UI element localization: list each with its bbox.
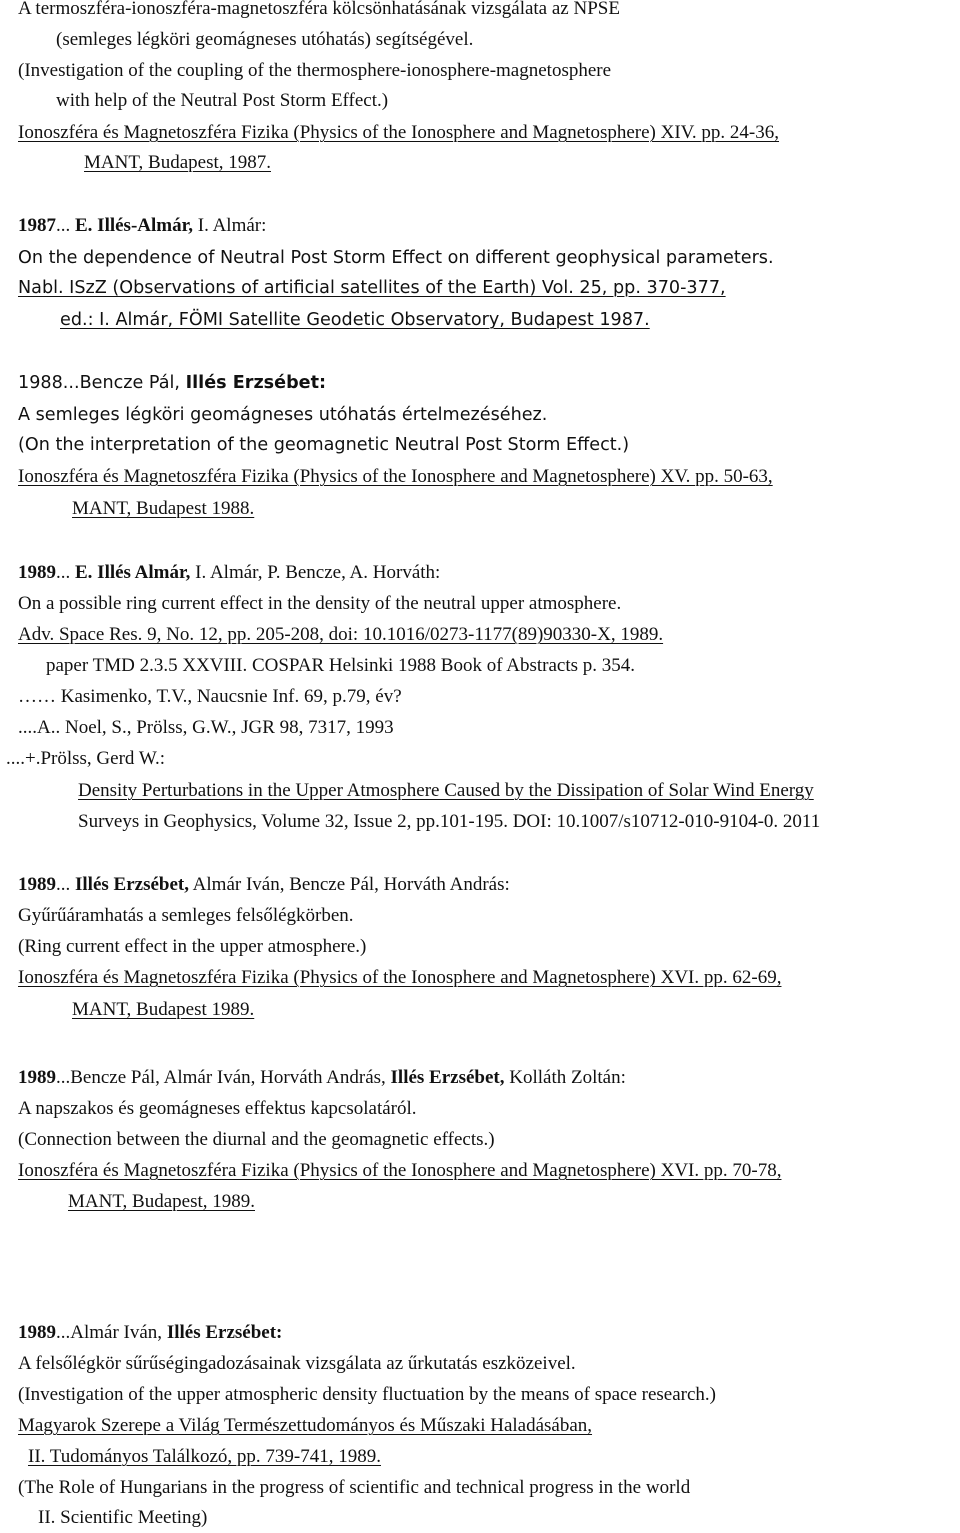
publication-year: 1987 xyxy=(18,215,56,236)
title-hungarian: Gyűrűáramhatás a semleges felsőlégkörben. xyxy=(18,905,354,926)
journal-reference: MANT, Budapest, 1989. xyxy=(68,1191,255,1212)
title-hungarian: A felsőlégkör sűrűségingadozásainak vizsgálata az űrkutatás eszközeivel. xyxy=(18,1353,576,1374)
journal-reference: Ionoszféra és Magnetoszféra Fizika (Physics of the Ionosphere and Magnetosphere) XIV. pp. 24-36, xyxy=(18,122,780,143)
journal-reference: Ionoszféra és Magnetoszféra Fizika (Physics of the Ionosphere and Magnetosphere) XV. pp. 50-63, xyxy=(18,466,773,487)
title-hungarian: A semleges légköri geomágneses utóhatás értelmezéséhez. xyxy=(18,405,548,425)
journal-reference: Ionoszféra és Magnetoszféra Fizika (Physics of the Ionosphere and Magnetosphere) XVI. pp. 70-78, xyxy=(18,1160,782,1181)
entry-header xyxy=(18,1066,626,1090)
publication-year: 1989 xyxy=(18,874,56,895)
bold-author: Illés Erzsébet: xyxy=(166,1322,283,1343)
entry-header xyxy=(18,873,510,897)
title-hungarian: A napszakos és geomágneses effektus kapcsolatáról. xyxy=(18,1098,417,1119)
publication-year: 1989 xyxy=(18,562,56,583)
citation-title: Density Perturbations in the Upper Atmosphere Caused by the Dissipation of Solar Wind Energy xyxy=(78,780,814,801)
bold-author: E. Illés-Almár, xyxy=(75,215,194,236)
proceedings-reference: II. Tudományos Találkozó, pp. 739-741, 1989. xyxy=(28,1446,381,1467)
journal-reference: MANT, Budapest 1989. xyxy=(72,999,255,1020)
bold-author: Illés Erzsébet: xyxy=(185,373,327,393)
co-authors: Almár Iván, Bencze Pál, Horváth András: xyxy=(188,874,510,895)
citation-note: …… Kasimenko, T.V., Naucsnie Inf. 69, p.79, év? xyxy=(18,686,402,707)
co-authors: Bencze Pál, Almár Iván, Horváth András, xyxy=(70,1067,391,1088)
entry-header xyxy=(18,371,326,395)
co-authors: I. Almár: xyxy=(193,215,267,236)
journal-reference: Ionoszféra és Magnetoszféra Fizika (Physics of the Ionosphere and Magnetosphere) XVI. pp. 62-69, xyxy=(18,967,782,988)
entry-header xyxy=(18,214,266,238)
proceedings-translation: II. Scientific Meeting) xyxy=(38,1507,208,1528)
journal-reference: MANT, Budapest, 1987. xyxy=(84,152,271,173)
publication-year: 1989 xyxy=(18,1322,56,1343)
bold-author: E. Illés Almár, xyxy=(75,562,191,583)
co-authors: I. Almár, P. Bencze, A. Horváth: xyxy=(190,562,441,583)
bold-author: Illés Erzsébet, xyxy=(75,874,189,895)
separator: ... xyxy=(56,1322,71,1343)
title-english: (Connection between the diurnal and the geomagnetic effects.) xyxy=(18,1129,495,1150)
co-authors: Bencze Pál, xyxy=(79,373,186,393)
co-authors: Almár Iván, xyxy=(70,1322,167,1343)
title-english: (On the interpretation of the geomagnetic Neutral Post Storm Effect.) xyxy=(18,435,630,455)
title-english: On a possible ring current effect in the density of the neutral upper atmosphere. xyxy=(18,593,622,614)
publication-year: 1988 xyxy=(18,373,63,393)
citation-note: ....+.Prölss, Gerd W.: xyxy=(6,748,166,769)
journal-reference: Nabl. ISzZ (Observations of artificial satellites of the Earth) Vol. 25, pp. 370-377, xyxy=(18,278,726,298)
proceedings-reference: Magyarok Szerepe a Világ Természettudományos és Műszaki Haladásában, xyxy=(18,1415,593,1436)
title-english: (Investigation of the coupling of the thermosphere-ionosphere-magnetosphere xyxy=(18,60,612,81)
conference-note: paper TMD 2.3.5 XXVIII. COSPAR Helsinki 1988 Book of Abstracts p. 354. xyxy=(46,655,635,676)
journal-reference: Adv. Space Res. 9, No. 12, pp. 205-208, doi: 10.1016/0273-1177(89)90330-X, 1989. xyxy=(18,624,664,645)
separator: ... xyxy=(56,1067,71,1088)
title-english: (Ring current effect in the upper atmosphere.) xyxy=(18,936,367,957)
separator: ... xyxy=(56,562,75,583)
co-authors: Kolláth Zoltán: xyxy=(504,1067,626,1088)
bold-author: Illés Erzsébet, xyxy=(390,1067,505,1088)
title-english: (Investigation of the upper atmospheric density fluctuation by the means of space research.) xyxy=(18,1384,717,1405)
entry-header xyxy=(18,1321,282,1345)
separator: ... xyxy=(56,874,75,895)
citation-reference: Surveys in Geophysics, Volume 32, Issue 2, pp.101-195. DOI: 10.1007/s10712-010-9104-0. 2011 xyxy=(78,811,821,832)
title-english: On the dependence of Neutral Post Storm Effect on different geophysical parameters. xyxy=(18,248,774,268)
journal-reference: MANT, Budapest 1988. xyxy=(72,498,255,519)
title-hungarian: A termoszféra-ionoszféra-magnetoszféra kölcsönhatásának vizsgálata az NPSE xyxy=(18,0,620,19)
separator: ... xyxy=(62,373,80,393)
journal-reference: ed.: I. Almár, FÖMI Satellite Geodetic Observatory, Budapest 1987. xyxy=(60,310,650,330)
separator: ... xyxy=(56,215,75,236)
title-hungarian: (semleges légköri geomágneses utóhatás) segítségével. xyxy=(56,29,474,50)
proceedings-translation: (The Role of Hungarians in the progress of scientific and technical progress in the world xyxy=(18,1477,691,1498)
citation-note: ....A.. Noel, S., Prölss, G.W., JGR 98, 7317, 1993 xyxy=(18,717,394,738)
publication-year: 1989 xyxy=(18,1067,56,1088)
entry-header xyxy=(18,561,440,585)
title-english: with help of the Neutral Post Storm Effect.) xyxy=(56,90,389,111)
